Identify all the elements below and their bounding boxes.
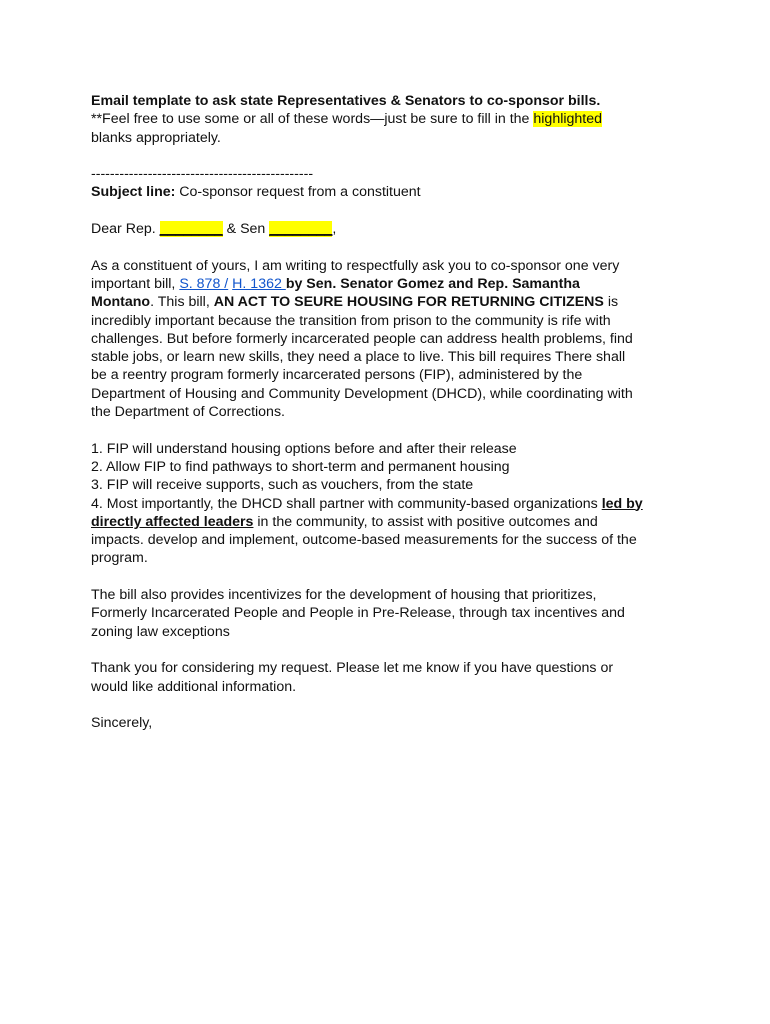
email-template-document: [91, 92, 691, 732]
thank-you-paragraph: Thank you for considering my request. Please let me know if you have questions or would like additional information.: [91, 660, 614, 695]
house-bill-link[interactable]: H. 1362: [232, 275, 286, 292]
highlighted-word: highlighted: [533, 111, 603, 128]
sen-name-blank[interactable]: ________: [269, 221, 333, 238]
instruction-note: **Feel free to use some or all of these words—just be sure to fill in the highlighted: [91, 111, 603, 128]
instruction-note-line2: blanks appropriately.: [91, 129, 221, 146]
incentives-paragraph: The bill also provides incentivizes for the development of housing that prioritizes, Formerly Incarcerated People and People in Pre-Release, through tax incentives and zoning law exceptions: [91, 587, 625, 640]
greeting: Dear Rep. ________ & Sen ________,: [91, 221, 337, 238]
senate-bill-link[interactable]: S. 878 /: [179, 275, 229, 292]
intro-paragraph: As a constituent of yours, I am writing to respectfully ask you to co-sponsor one very important bill, S. 878 / H. 1362 by Sen. Senator Gomez and Rep. Samantha Montano. This bill, AN ACT TO SEURE HOUSING FOR RETURNING CITIZENS is incredibly important because the transition from prison to the community is rife with challenges. But before formerly incarcerated people can address health problems, find stable jobs, or learn new skills, they need a place to live. This bill requires There shall be a reentry program formerly incarcerated persons (FIP), administered by the Department of Housing and Community Development (DHCD), while coordinating with the Department of Corrections.: [91, 257, 633, 421]
document-title: Email template to ask state Representatives & Senators to co-sponsor bills.: [91, 93, 601, 109]
bill-provisions-list: 1. FIP will understand housing options before and after their release 2. Allow FIP to find pathways to short-term and permanent housing 3. FIP will receive supports, such as vouchers, from the state 4. Most importantly, the DHCD shall partner with community-based organizations led by directly affected leaders in the community, to assist with positive outcomes and impacts. develop and implement, outcome-based measurements for the success of the program.: [91, 440, 691, 568]
closing: Sincerely,: [91, 715, 153, 732]
divider-line: -----------------------------------------------: [91, 166, 314, 183]
subject-text: Co-sponsor request from a constituent: [175, 184, 421, 201]
rep-name-blank[interactable]: ________: [159, 221, 223, 238]
bill-title: AN ACT TO SEURE HOUSING FOR RETURNING CITIZENS: [213, 294, 604, 311]
list-item: 2. Allow FIP to find pathways to short-term and permanent housing: [91, 458, 510, 475]
subject-label: Subject line:: [91, 184, 176, 201]
subject-line: [91, 183, 691, 201]
list-item: 1. FIP will understand housing options before and after their release: [91, 440, 517, 457]
list-item: 4. Most importantly, the DHCD shall partner with community-based organizations led by: [91, 495, 643, 512]
list-item: 3. FIP will receive supports, such as vouchers, from the state: [91, 477, 474, 494]
